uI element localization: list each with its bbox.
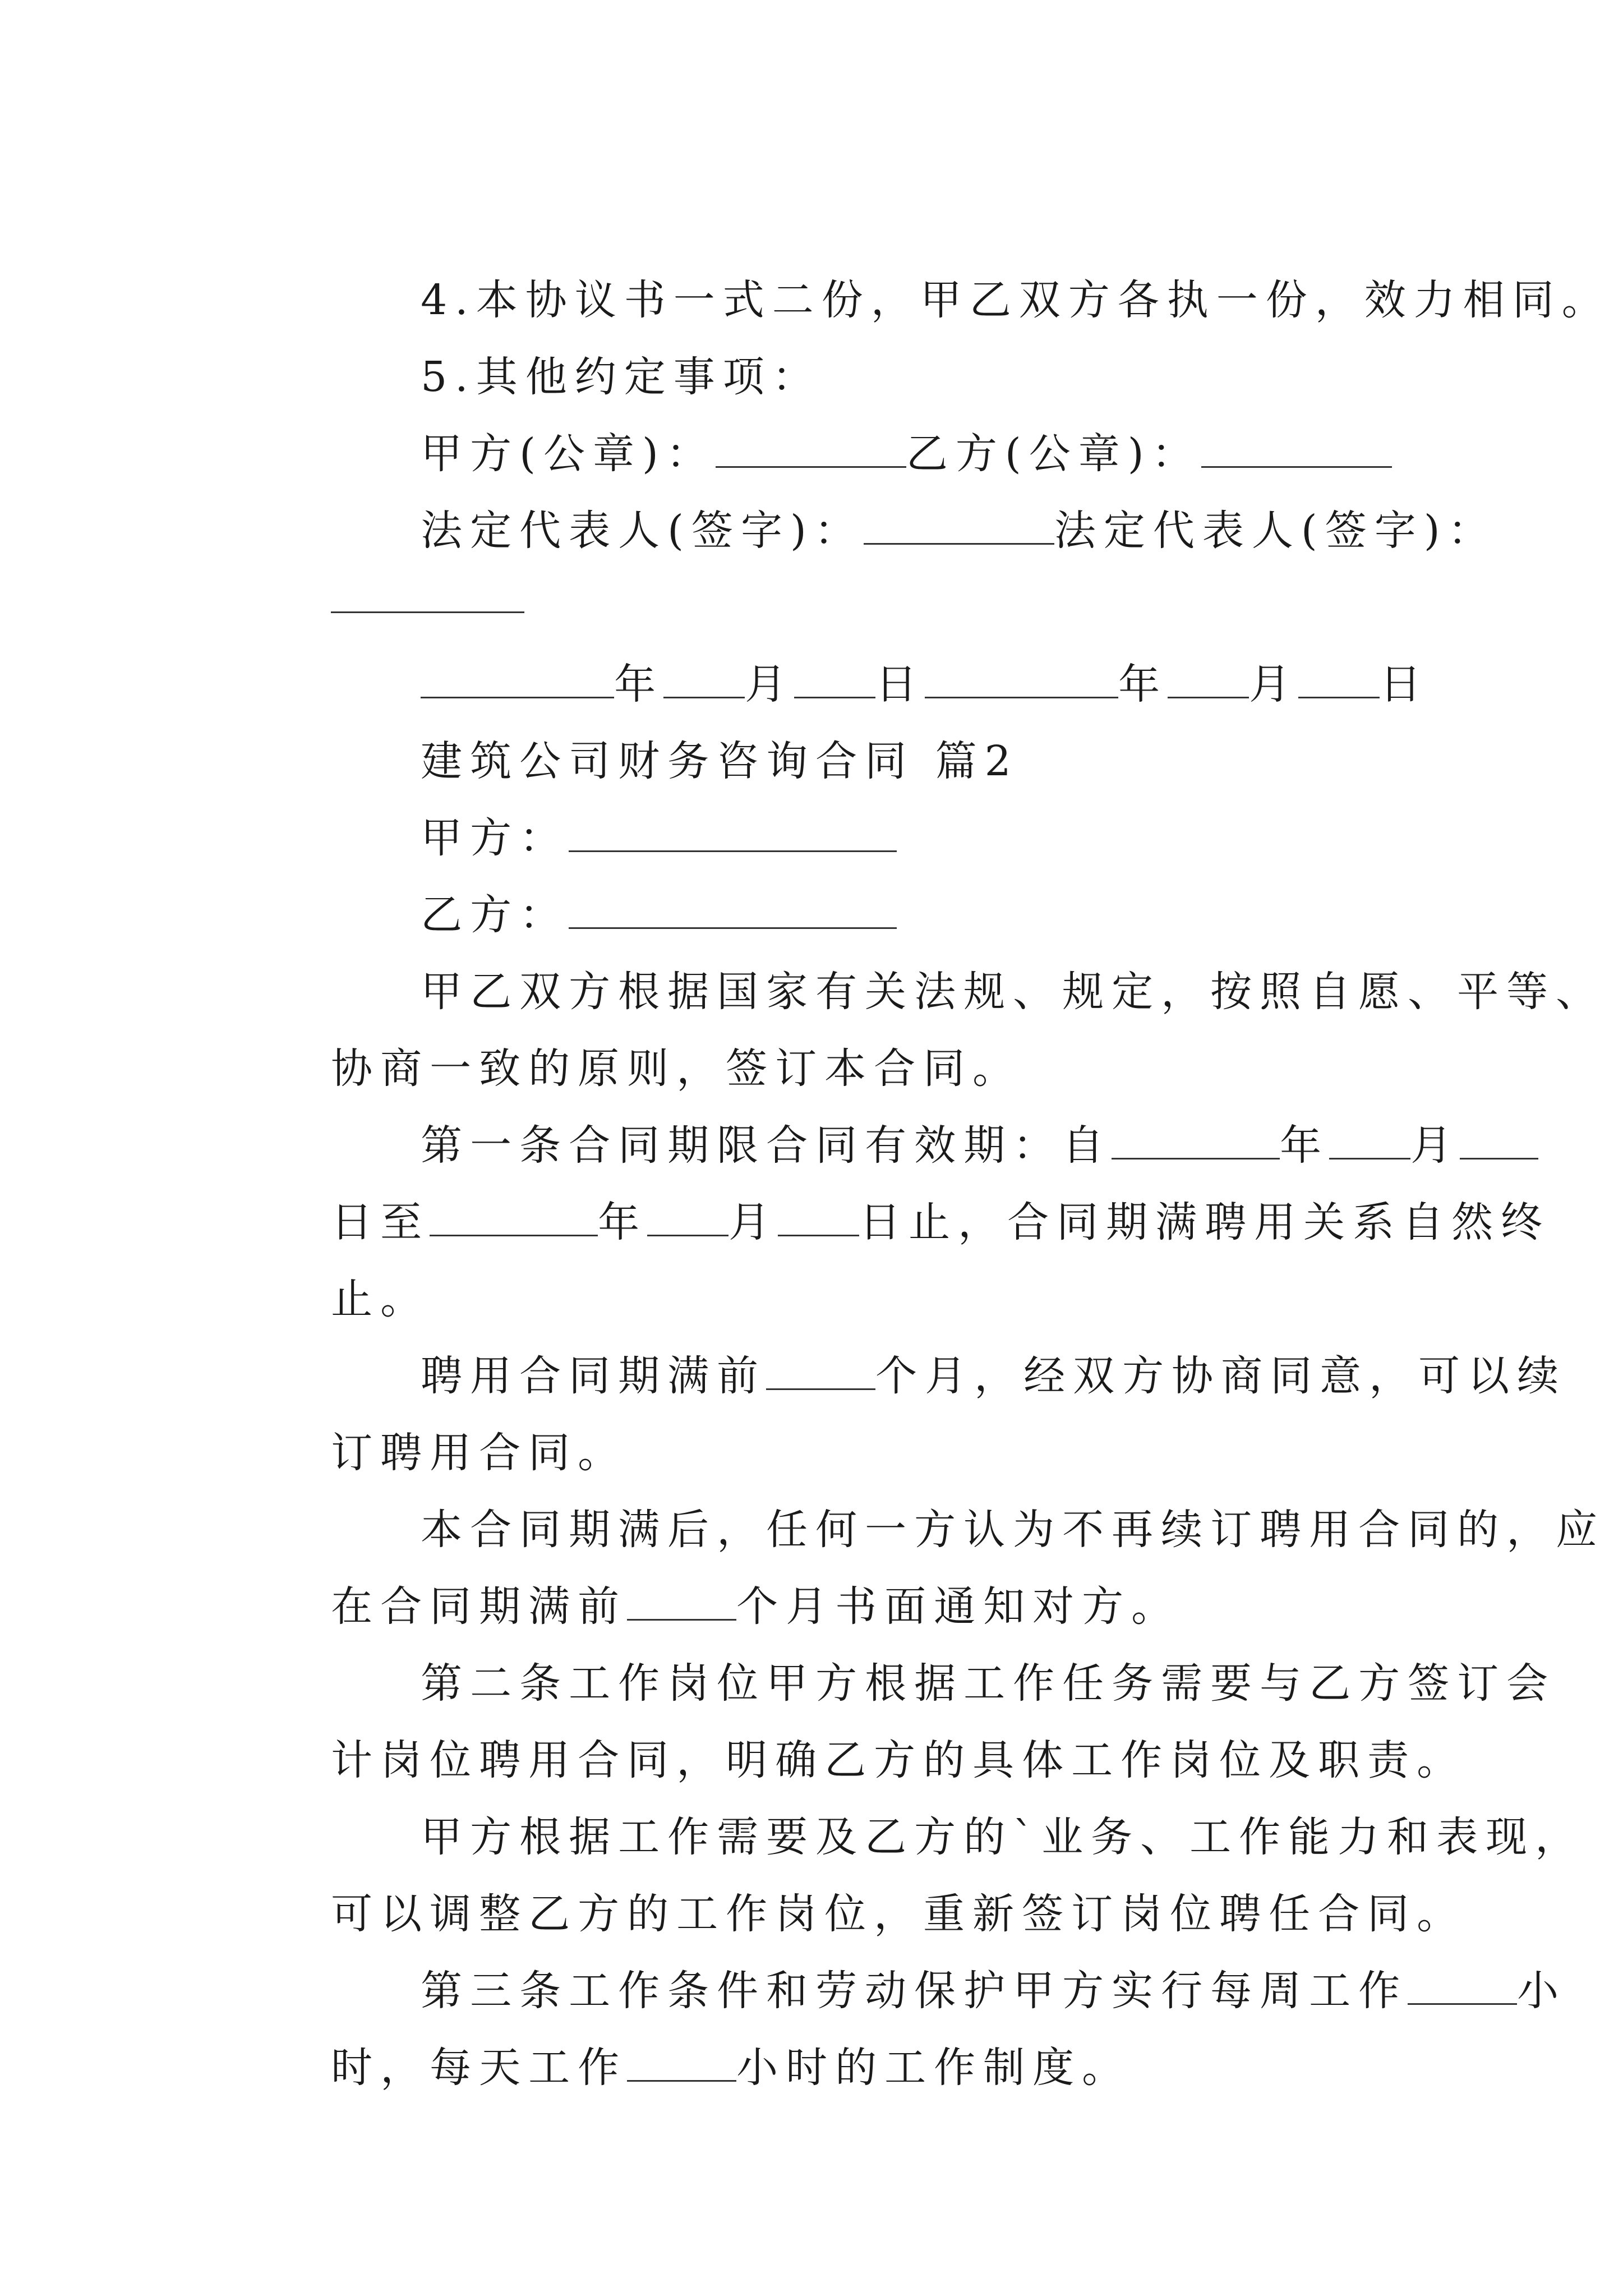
article-1-text-c: 日止，合同期满聘用关系自然终 <box>859 1198 1551 1246</box>
clause-5-text: 5.其他约定事项： <box>421 353 822 401</box>
party-b-rep-label: 法定代表人(签字)： <box>1054 507 1497 555</box>
article-3-text-b: 小 <box>1517 1967 1567 2015</box>
intro-paragraph-text-2: 协商一致的原则，签订本合同。 <box>331 1045 1022 1093</box>
article-3-text-d: 小时的工作制度。 <box>736 2044 1132 2092</box>
adjustment-text-a: 甲方根据工作需要及乙方的`业务、工作能力和表现， <box>421 1813 1585 1861</box>
end-year-label: 年 <box>598 1198 648 1246</box>
party-a-rep-blank <box>864 508 1054 545</box>
party-a-label: 甲方： <box>421 814 569 862</box>
article-1-text-b: 日至 <box>331 1198 430 1246</box>
section-title-text: 建筑公司财务咨询合同 篇2 <box>421 737 1019 785</box>
notice-text-a: 本合同期满后，任何一方认为不再续订聘用合同的，应 <box>421 1506 1606 1554</box>
renewal-text-b: 个月，经双方协商同意，可以续 <box>875 1352 1567 1400</box>
party-a-seal-label: 甲方(公章)： <box>421 430 716 478</box>
party-b-label: 乙方： <box>421 891 569 939</box>
weekly-hours-blank <box>1408 1968 1517 2005</box>
end-month-label: 月 <box>728 1198 778 1246</box>
clause-4-text: 4.本协议书一式二份，甲乙双方各执一份，效力相同。 <box>421 276 1611 324</box>
day-label-a: 日 <box>875 660 925 708</box>
intro-paragraph-text-1: 甲乙双方根据国家有关法规、规定，按照自愿、平等、 <box>421 968 1606 1016</box>
day-label-b: 日 <box>1380 660 1430 708</box>
article-3-text-c: 时，每天工作 <box>331 2044 628 2092</box>
year-label-b: 年 <box>1118 660 1168 708</box>
article-1-line-2 <box>247 1138 1550 1306</box>
end-month-blank <box>647 1200 728 1236</box>
start-year-label: 年 <box>1280 1121 1330 1170</box>
end-day-blank <box>778 1200 859 1236</box>
daily-hours-blank <box>627 2045 736 2082</box>
month-blank-b <box>1168 662 1249 698</box>
renewal-months-blank <box>766 1354 875 1390</box>
day-blank-b <box>1298 662 1380 698</box>
notice-text-b: 在合同期满前 <box>331 1582 628 1631</box>
article-3-text-a: 第三条工作条件和劳动保护甲方实行每周工作 <box>421 1967 1408 2015</box>
party-b-seal-label: 乙方(公章)： <box>906 430 1201 478</box>
notice-text-c: 个月书面通知对方。 <box>736 1582 1181 1631</box>
article-2-text-a: 第二条工作岗位甲方根据工作任务需要与乙方签订会 <box>421 1659 1556 1708</box>
article-2-text-b: 计岗位聘用合同，明确乙方的具体工作岗位及职责。 <box>331 1736 1467 1784</box>
article-3-line-2 <box>247 1984 1131 2152</box>
article-1-text-a: 第一条合同期限合同有效期：自 <box>421 1121 1112 1170</box>
month-label-b: 月 <box>1249 660 1299 708</box>
article-1-text-d: 止。 <box>331 1275 430 1323</box>
renewal-text-a: 聘用合同期满前 <box>421 1352 767 1400</box>
renewal-text-c: 订聘用合同。 <box>331 1429 628 1477</box>
adjustment-text-b: 可以调整乙方的工作岗位，重新签订岗位聘任合同。 <box>331 1890 1467 1938</box>
year-label-a: 年 <box>614 660 664 708</box>
month-label-a: 月 <box>745 660 795 708</box>
start-month-label: 月 <box>1410 1121 1460 1170</box>
party-a-rep-label: 法定代表人(签字)： <box>421 507 864 555</box>
end-year-blank <box>430 1200 598 1236</box>
